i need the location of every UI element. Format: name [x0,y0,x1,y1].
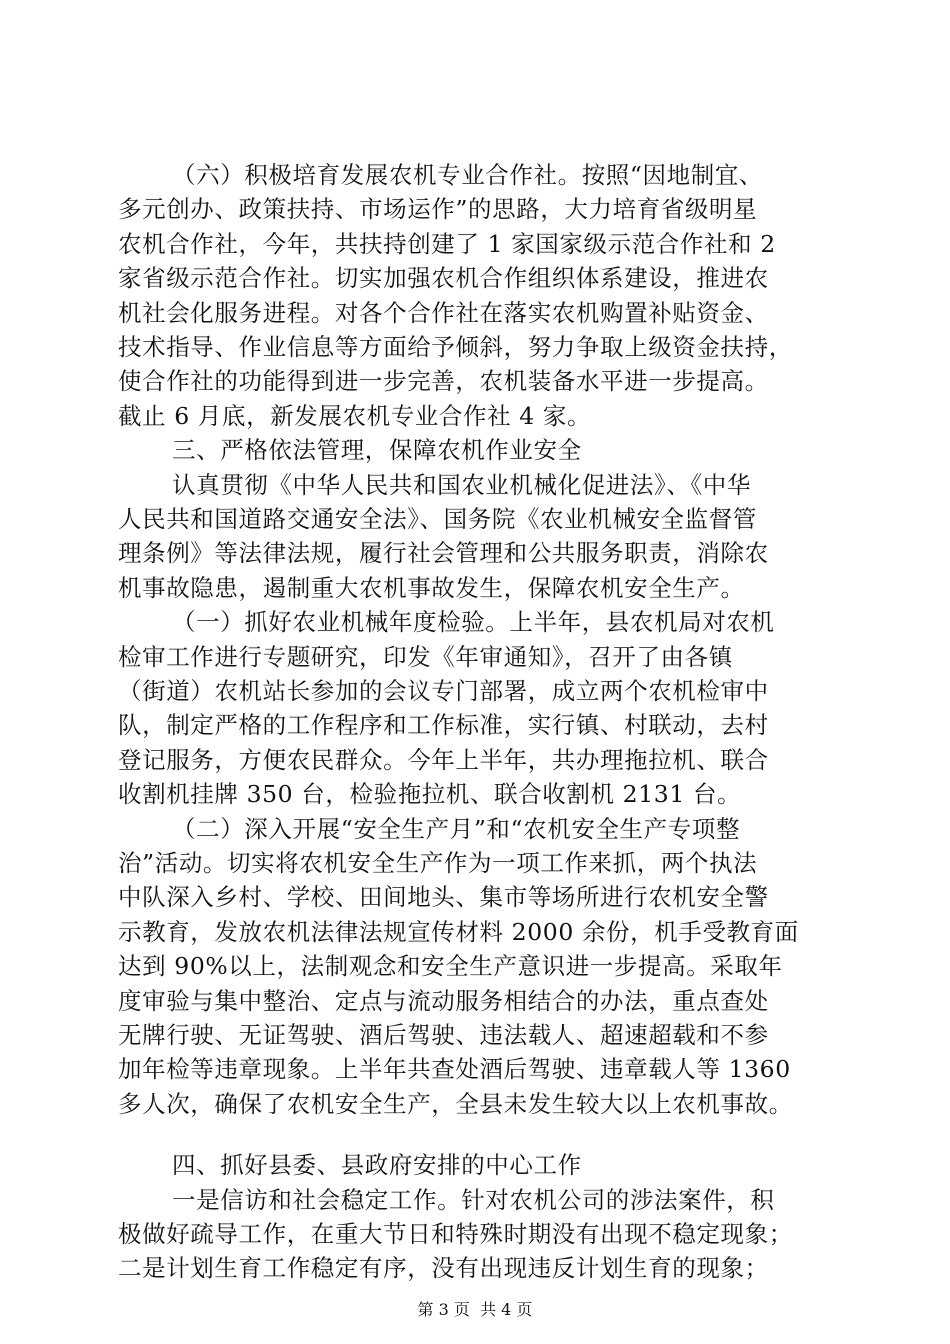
paragraph-line: 截止 6 月底，新发展农机专业合作社 4 家。 [118,401,592,430]
paragraph-line: 家省级示范合作社。切实加强农机合作组织体系建设，推进农 [118,264,769,293]
paragraph-line: 加年检等违章现象。上半年共查处酒后驾驶、违章载人等 1360 [118,1055,791,1084]
paragraph-line: 登记服务，方便农民群众。今年上半年，共办理拖拉机、联合 [118,745,769,774]
paragraph-line: 检审工作进行专题研究，印发《年审通知》，召开了由各镇 [118,642,733,671]
paragraph-line: 使合作社的功能得到进一步完善，农机装备水平进一步提高。 [118,367,769,396]
paragraph-line: （六）积极培育发展农机专业合作社。按照“因地制宜、 [172,161,764,189]
paragraph-line: 极做好疏导工作，在重大节日和特殊时期没有出现不稳定现象； [118,1220,793,1248]
paragraph-line: 治”活动。切实将农机安全生产作为一项工作来抓，两个执法 [118,849,758,877]
paragraph-line: （街道）农机站长参加的会议专门部署，成立两个农机检审中 [118,677,769,705]
paragraph-line: 人民共和国道路交通安全法》、国务院《农业机械安全监督管 [118,505,757,533]
paragraph-line: 理条例》等法律法规，履行社会管理和公共服务职责，消除农 [118,539,769,568]
paragraph-line: 二是计划生育工作稳定有序，没有出现违反计划生育的现象； [118,1254,769,1283]
paragraph-line: 一是信访和社会稳定工作。针对农机公司的涉法案件，积 [172,1185,775,1214]
paragraph-line: 达到 90%以上，法制观念和安全生产意识进一步提高。采取年 [118,952,783,981]
paragraph-line: 队，制定严格的工作程序和工作标准，实行镇、村联动，去村 [118,711,769,740]
paragraph-line: 度审验与集中整治、定点与流动服务相结合的办法，重点查处 [118,986,769,1015]
paragraph-line: 机事故隐患，遏制重大农机事故发生，保障农机安全生产。 [118,573,745,602]
paragraph-line: 农机合作社，今年，共扶持创建了 1 家国家级示范合作社和 2 [118,229,776,258]
paragraph-line: 多元创办、政策扶持、市场运作”的思路，大力培育省级明星 [118,195,758,224]
paragraph-line: 多人次，确保了农机安全生产，全县未发生较大以上农机事故。 [118,1089,793,1118]
section-heading: 四、抓好县委、县政府安排的中心工作 [172,1151,582,1180]
paragraph-line: 示教育，发放农机法律法规宣传材料 2000 余份，机手受教育面 [118,917,799,946]
paragraph-line: （一）抓好农业机械年度检验。上半年，县农机局对农机 [172,608,775,637]
paragraph-line: 机社会化服务进程。对各个合作社在落实农机购置补贴资金、 [118,298,769,327]
paragraph-line: （二）深入开展“安全生产月”和“农机安全生产专项整 [172,814,741,843]
paragraph-line: 收割机挂牌 350 台，检验拖拉机、联合收割机 2131 台。 [118,780,742,809]
paragraph-line: 技术指导、作业信息等方面给予倾斜，努力争取上级资金扶持， [118,333,793,361]
page-footer: 第 3 页 共 4 页 [417,1300,533,1319]
paragraph-line: 认真贯彻《中华人民共和国农业机械化促进法》、《中华 [172,470,751,499]
paragraph-line: 无牌行驶、无证驾驶、酒后驾驶、违法载人、超速超载和不参 [118,1021,769,1049]
paragraph-line: 中队深入乡村、学校、田间地头、集市等场所进行农机安全警 [118,883,769,912]
section-heading: 三、严格依法管理，保障农机作业安全 [172,436,582,465]
